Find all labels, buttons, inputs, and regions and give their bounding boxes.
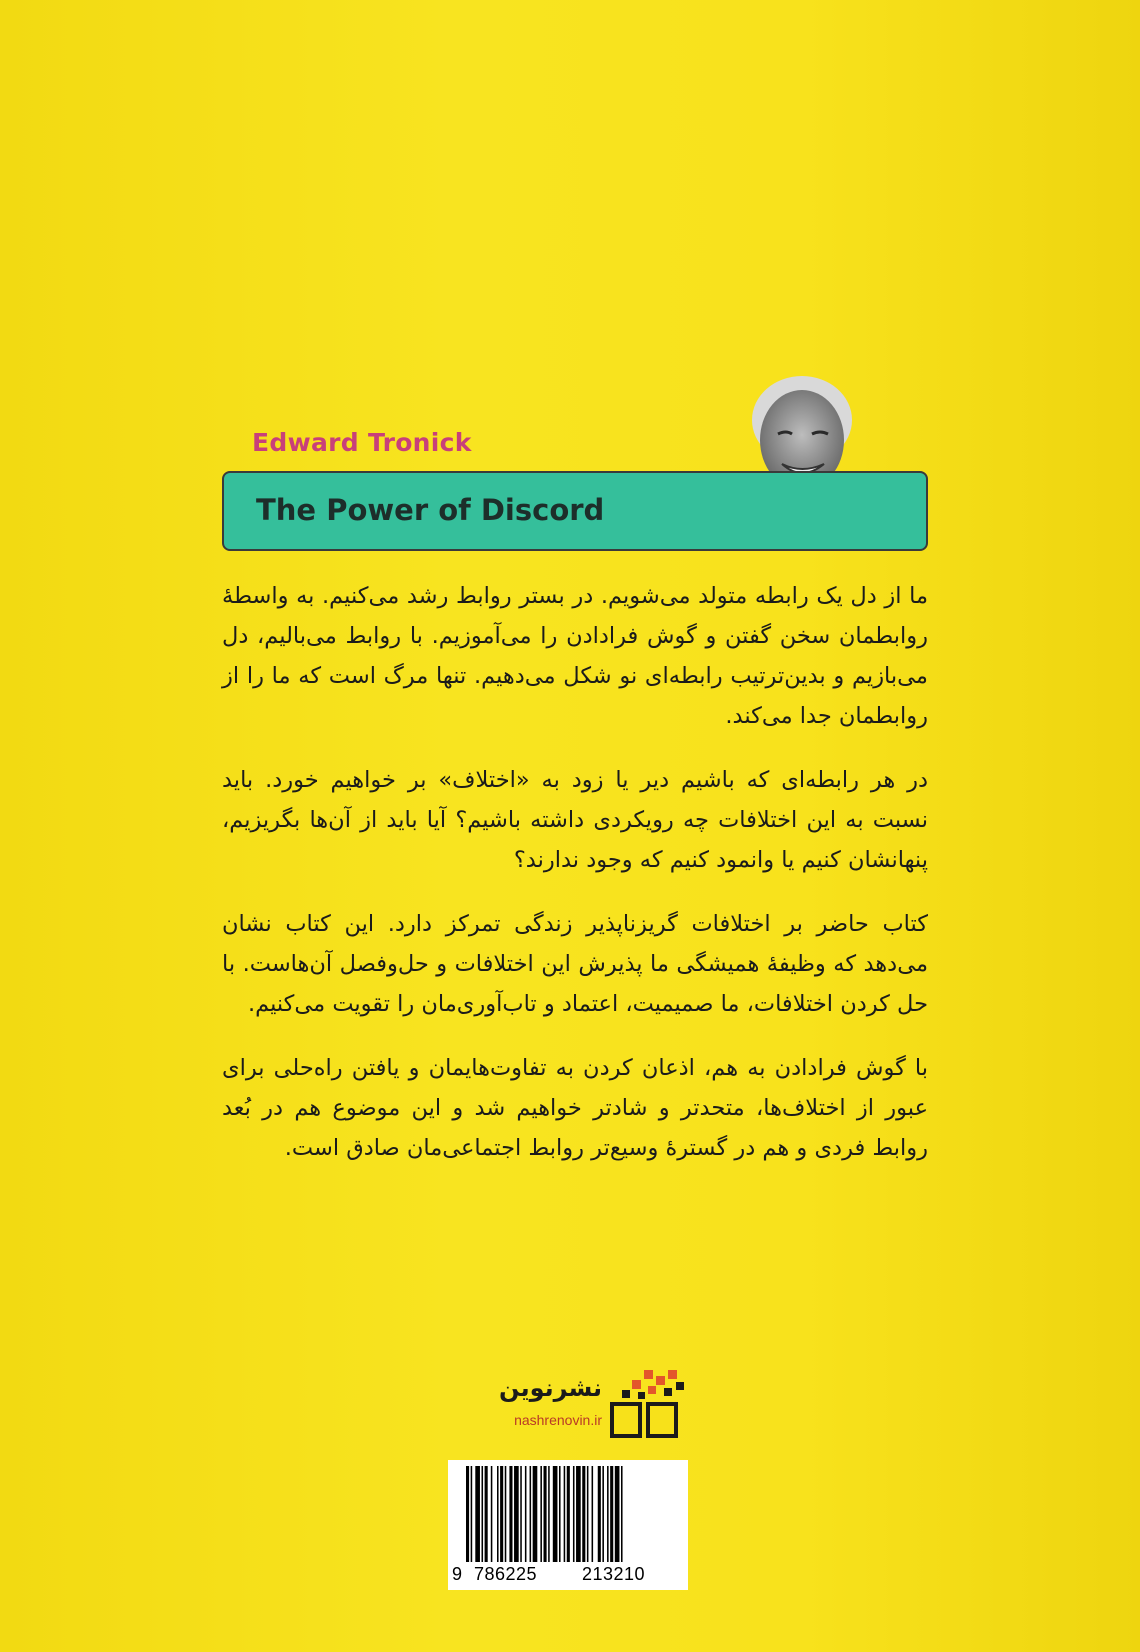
barcode-bar: [520, 1466, 522, 1562]
barcode-bar: [602, 1466, 604, 1562]
barcode-bar: [530, 1466, 532, 1562]
isbn-barcode: [448, 1460, 688, 1590]
book-logo-icon: [608, 1368, 688, 1448]
publisher-url: nashrenovin.ir: [514, 1412, 602, 1428]
barcode-bar: [509, 1466, 512, 1562]
blurb-paragraph-2: در هر رابطه‌ای که باشیم دیر یا زود به «اختلاف» بر خواهیم خورد. باید نسبت به این اختلافات چه رویکردی داشته باشیم؟ آیا باید از آن‌ها بگریزیم، پنهانشان کنیم یا وانمود کنیم که وجود ندارند؟: [222, 767, 928, 873]
title-banner: [222, 471, 928, 551]
barcode-bar: [621, 1466, 623, 1562]
barcode-bar: [482, 1466, 484, 1562]
blurb-paragraph-4: با گوش فرادادن به هم، اذعان کردن به تفاوت‌هایمان و یافتن راه‌حلی برای عبور از اختلاف‌ها، متحدتر و شادتر خواهیم شد و این موضوع هم در بُعد روابط فردی و هم در گسترهٔ وسیع‌تر روابط اجتماعی‌مان صادق است.: [222, 1055, 928, 1161]
barcode-bar: [592, 1466, 594, 1562]
barcode-bar: [598, 1466, 601, 1562]
barcode-bar: [607, 1466, 609, 1562]
barcode-bar: [576, 1466, 581, 1562]
barcode-bar: [471, 1466, 473, 1562]
barcode-left-digits: 786225: [474, 1564, 538, 1584]
blurb-paragraph-1: ما از دل یک رابطه متولد می‌شویم. در بستر روابط رشد می‌کنیم. به واسطهٔ روابطمان سخن گفتن و گوش فرادادن را می‌آموزیم. با روابط می‌بالیم، دل می‌بازیم و بدین‌ترتیب رابطه‌ای نو شکل می‌دهیم. تنها مرگ است که ما را از روابطمان جدا می‌کند.: [222, 583, 928, 729]
barcode-bar: [525, 1466, 527, 1562]
publisher-name: نشرنوین: [498, 1374, 602, 1402]
barcode-bar: [587, 1466, 589, 1562]
barcode-bar: [514, 1466, 519, 1562]
barcode-lead-digit: 9: [452, 1564, 463, 1584]
barcode-bar: [491, 1466, 493, 1562]
barcode-bar: [567, 1466, 570, 1562]
barcode-bar: [559, 1466, 561, 1562]
barcode-bar: [582, 1466, 585, 1562]
barcode-bar: [548, 1466, 550, 1562]
barcode-bar: [497, 1466, 499, 1562]
barcode-bar: [564, 1466, 566, 1562]
book-title: The Power of Discord: [256, 493, 605, 527]
barcode-bar: [610, 1466, 613, 1562]
barcode-bar: [466, 1466, 469, 1562]
blurb: [222, 576, 928, 1192]
barcode-bar: [544, 1466, 547, 1562]
author-name: Edward Tronick: [252, 428, 472, 457]
barcode-bar: [615, 1466, 620, 1562]
barcode-right-digits: 213210: [582, 1564, 646, 1584]
barcode-bar: [540, 1466, 542, 1562]
publisher-logo: [474, 1368, 704, 1448]
barcode-bar: [505, 1466, 507, 1562]
barcode-bar: [553, 1466, 558, 1562]
barcode-bar: [485, 1466, 488, 1562]
barcode-bar: [475, 1466, 480, 1562]
barcode-bars: [448, 1460, 688, 1564]
barcode-bar: [533, 1466, 538, 1562]
barcode-bar: [500, 1466, 503, 1562]
blurb-paragraph-3: کتاب حاضر بر اختلافات گریزناپذیر زندگی تمرکز دارد. این کتاب نشان می‌دهد که وظیفهٔ همیشگی ما پذیرش این اختلافات و حل‌وفصل آن‌هاست. با حل کردن اختلافات، ما صمیمیت، اعتماد و تاب‌آوری‌مان را تقویت می‌کنیم.: [222, 911, 928, 1017]
barcode-bar: [573, 1466, 575, 1562]
